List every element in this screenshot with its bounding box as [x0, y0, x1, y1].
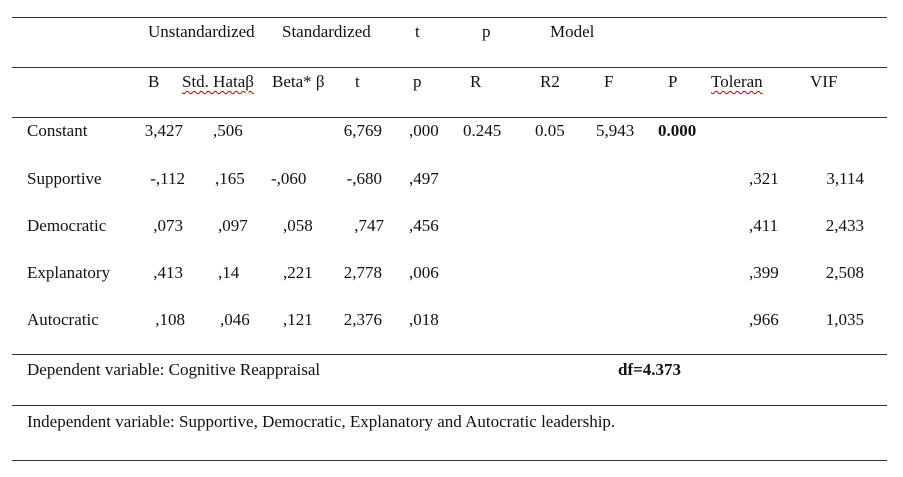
row-label: Constant	[27, 121, 88, 140]
degrees-of-freedom: df=4.373	[618, 360, 682, 379]
col-r: R	[470, 72, 482, 91]
cell-beta: ,058	[283, 216, 313, 235]
col-p: p	[413, 72, 422, 91]
cell-t: 2,376	[343, 310, 382, 329]
col-vif: VIF	[810, 72, 838, 91]
cell-p: ,456	[409, 216, 439, 235]
col-p-model: P	[668, 72, 678, 91]
dependent-variable-note: Dependent variable: Cognitive Reappraisal	[27, 360, 321, 379]
cell-b: 3,427	[144, 121, 183, 140]
header-model: Model	[550, 22, 595, 41]
rule-body-end	[12, 354, 887, 355]
independent-variable-note: Independent variable: Supportive, Democratic, Explanatory and Autocratic leadership.	[27, 412, 616, 431]
col-toleran: Toleran	[711, 72, 763, 91]
row-label: Democratic	[27, 216, 107, 235]
cell-f: 5,943	[596, 121, 635, 140]
col-beta: Beta* β	[272, 72, 325, 91]
cell-p: ,000	[409, 121, 439, 140]
cell-tol: ,411	[749, 216, 779, 235]
col-f: F	[604, 72, 614, 91]
row-label: Explanatory	[27, 263, 111, 282]
cell-se: ,046	[220, 310, 250, 329]
col-t: t	[355, 72, 360, 91]
cell-b: -,112	[150, 169, 185, 188]
col-std-hata: Std. Hataβ	[182, 72, 254, 91]
cell-r2: 0.05	[535, 121, 565, 140]
cell-beta: -,060	[271, 169, 307, 188]
cell-se: ,14	[218, 263, 240, 282]
cell-p-model: 0.000	[658, 121, 697, 140]
header-t-top: t	[415, 22, 420, 41]
cell-tol: ,399	[749, 263, 779, 282]
cell-vif: 1,035	[825, 310, 864, 329]
cell-vif: 2,508	[825, 263, 864, 282]
rule-footer	[12, 405, 887, 406]
cell-b: ,073	[153, 216, 183, 235]
col-b: B	[148, 72, 160, 91]
cell-vif: 2,433	[825, 216, 864, 235]
cell-se: ,165	[215, 169, 245, 188]
cell-t: 6,769	[343, 121, 382, 140]
cell-se: ,097	[218, 216, 248, 235]
header-standardized: Standardized	[282, 22, 371, 41]
cell-vif: 3,114	[826, 169, 864, 188]
cell-t: 2,778	[343, 263, 382, 282]
cell-b: ,413	[153, 263, 183, 282]
row-label: Supportive	[27, 169, 102, 188]
cell-t: ,747	[354, 216, 384, 235]
rule-top	[12, 17, 887, 18]
cell-t: -,680	[346, 169, 382, 188]
rule-header	[12, 67, 887, 68]
cell-tol: ,321	[749, 169, 779, 188]
cell-p: ,497	[409, 169, 439, 188]
cell-beta: ,221	[283, 263, 313, 282]
cell-se: ,506	[213, 121, 243, 140]
cell-b: ,108	[155, 310, 185, 329]
cell-tol: ,966	[749, 310, 779, 329]
cell-p: ,018	[409, 310, 439, 329]
header-p-top: p	[482, 22, 491, 41]
col-r2: R2	[540, 72, 560, 91]
rule-subheader	[12, 117, 887, 118]
cell-beta: ,121	[283, 310, 313, 329]
cell-p: ,006	[409, 263, 439, 282]
row-label: Autocratic	[27, 310, 99, 329]
rule-bottom	[12, 460, 887, 461]
header-unstandardized: Unstandardized	[148, 22, 255, 41]
cell-r: 0.245	[463, 121, 502, 140]
